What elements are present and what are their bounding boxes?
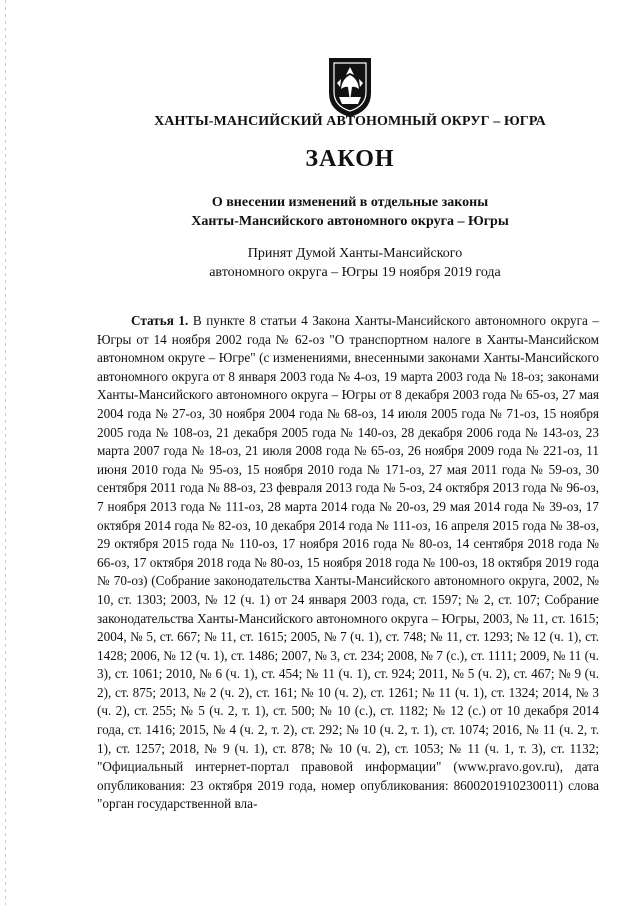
article-1-label: Статья 1. — [131, 313, 189, 328]
adoption-note-line-1: Принят Думой Ханты-Мансийского — [247, 246, 463, 261]
coat-of-arms-icon — [325, 55, 375, 119]
adoption-note — [0, 244, 640, 282]
scan-edge — [5, 0, 6, 905]
article-1-paragraph — [97, 312, 599, 814]
law-title-line-1: О внесении изменений в отдельные законы — [211, 195, 489, 210]
law-title-line-2: Ханты-Мансийского автономного округа – Югры — [191, 214, 509, 229]
region-name: ХАНТЫ-МАНСИЙСКИЙ АВТОНОМНЫЙ ОКРУГ – ЮГРА — [154, 114, 546, 129]
document-type: ЗАКОН — [305, 146, 395, 172]
article-1-text: В пункте 8 статьи 4 Закона Ханты-Мансийского автономного округа – Югры от 14 ноября 2002 года № 62-оз "О транспортном налоге в Ханты-Мансийском автономном округе – Югре" (с изменениями, внесенными законами Ханты-Мансийского автономного округа от 8 января 2003 года № 4-оз, 19 марта 2003 года № 18-оз; законами Ханты-Мансийского автономного округа – Югры от 8 декабря 2003 года № 65-оз, 27 мая 2004 года № 27-оз, 30 ноября 2004 года № 68-оз, 14 июля 2005 года № 71-оз, 15 ноября 2005 года № 108-оз, 21 декабря 2005 года № 140-оз, 28 декабря 2006 года № 143-оз, 23 марта 2007 года № 18-оз, 21 июля 2008 года № 65-оз, 26 ноября 2009 года № 221-оз, 11 июня 2010 года № 95-оз, 15 ноября 2010 года № 171-оз, 27 мая 2011 года № 59-оз, 30 сентября 2011 года № 88-оз, 23 февраля 2013 года № 5-оз, 24 октября 2013 года № 96-оз, 7 ноября 2013 года № 111-оз, 28 марта 2014 года № 20-оз, 29 мая 2014 года № 39-оз, 17 октября 2014 года № 82-оз, 10 декабря 2014 года № 111-оз, 16 апреля 2015 года № 38-оз, 29 октября 2015 года № 110-оз, 17 ноября 2016 года № 80-оз, 14 сентября 2018 года № 66-оз, 17 октября 2018 года № 80-оз, 15 ноября 2018 года № 100-оз, 18 октября 2019 года № 70-оз) (Собрание законодательства Ханты-Мансийского автономного округа, 2002, № 10, ст. 1303; 2003, № 12 (ч. 1) от 24 января 2003 года, ст. 1597; № 2, ст. 107; Собрание законодательства Ханты-Мансийского автономного округа – Югры, 2003, № 11, ст. 1615; 2004, № 5, ст. 667; № 11, ст. 1615; 2005, № 7 (ч. 1), ст. 748; № 11, ст. 1293; № 12 (ч. 1), ст. 1428; 2006, № 12 (ч. 1), ст. 1486; 2007, № 3, ст. 234; 2008, № 7 (с.), ст. 1111; 2009, № 11 (ч. 3), ст. 1061; 2010, № 6 (ч. 1), ст. 454; № 11 (ч. 1), ст. 924; 2011, № 5 (ч. 2), ст. 467; № 9 (ч. 2), ст. 875; 2013, № 2 (ч. 2), ст. 161; № 10 (ч. 2), ст. 1261; № 11 (ч. 1), ст. 1324; 2014, № 3 (ч. 2), ст. 255; № 5 (ч. 2, т. 1), ст. 500; № 10 (с.), ст. 1182; № 12 (с.) от 10 декабря 2014 года, ст. 1416; 2015, № 4 (ч. 2, т. 2), ст. 292; № 10 (ч. 2, т. 1), ст. 1074; 2016, № 11 (ч. 2, т. 1), ст. 1257; 2018, № 9 (ч. 1), ст. 878; № 10 (ч. 2), ст. 1053; № 11 (ч. 1, т. 3), ст. 1132; "Официальный интернет-портал правовой информации" (www.pravo.gov.ru), дата опубликования: 23 октября 2019 года, номер опубликования: 8600201910230011) слова "орган государственной вла- — [97, 313, 600, 812]
adoption-note-line-2: автономного округа – Югры 19 ноября 2019 года — [209, 265, 501, 280]
law-title — [0, 193, 640, 231]
